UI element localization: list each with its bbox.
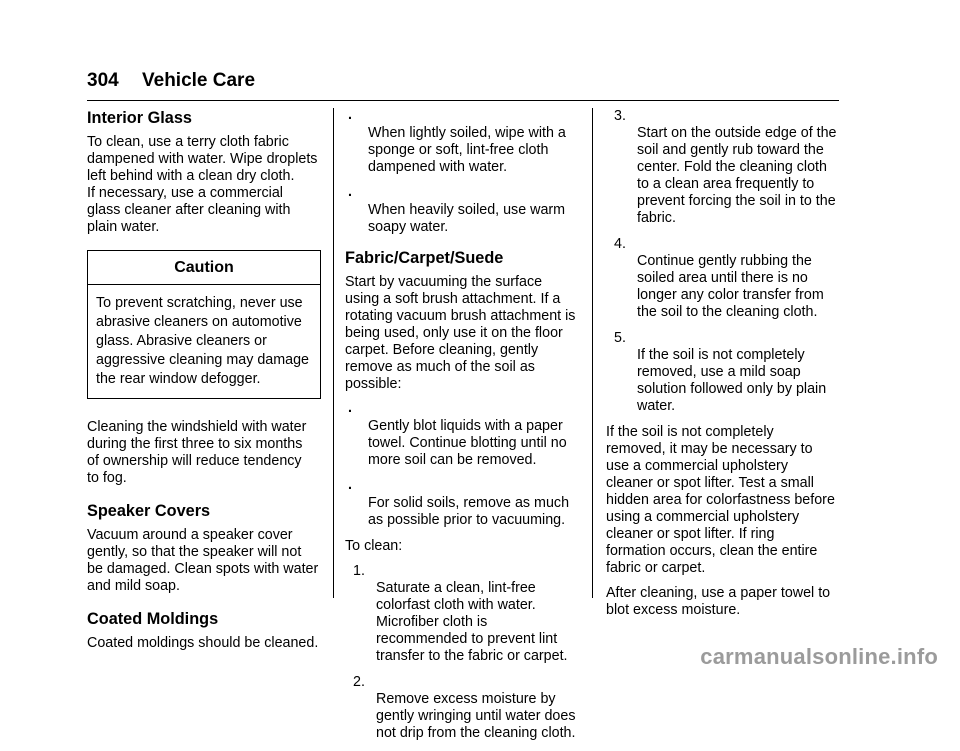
fabric-text: Start by vacuuming the surface using a soft brush attachment. If a rotating vacuum brush attachment is being used, only use it on the floor carpet. Before cleaning, gently remove as much of the soil as possible: [345,274,576,392]
interior-glass-text: To clean, use a terry cloth fabric dampened with water. Wipe droplets left behind with a clean dry cloth. If necessary, use a commercial glass cleaner after cleaning with plain water. [87,134,318,235]
step-text: Saturate a clean, lint-free colorfast cloth with water. Microfiber cloth is recommended to prevent lint transfer to the fabric or carpet. [376,580,568,664]
list-item [345,401,583,469]
step-text: Remove excess moisture by gently wringing until water does not drip from the cleaning cloth. [376,691,576,741]
step-number: 4. [614,236,626,252]
windshield-text: Cleaning the windshield with water during the first three to six months of ownership will reduce tendency to fog. [87,419,307,486]
bullet-icon: . [348,184,352,200]
bullet-text: For solid soils, remove as much as possible prior to vacuuming. [368,495,570,528]
step-text: Start on the outside edge of the soil and gently rub toward the center. Fold the cleaning cloth to a clean area frequently to prevent forcing the soil in to the fabric. [637,125,837,226]
section-title: Vehicle Care [142,70,256,91]
heading-speaker-covers: Speaker Covers [87,502,211,520]
step-number: 5. [614,330,626,346]
step-number: 2. [353,674,365,690]
list-item [345,185,583,236]
step-item [606,108,842,227]
coated-moldings-text: Coated moldings should be cleaned. [87,635,319,651]
column-3 [606,108,842,627]
bullet-icon: . [348,477,352,493]
caution-box [87,250,321,399]
step-text: Continue gently rubbing the soiled area until there is no longer any color transfer from the soil to the cleaning cloth. [637,253,824,320]
page-header [87,70,839,101]
caution-text: To prevent scratching, never use abrasive cleaners on automotive glass. Abrasive cleaners or aggressive cleaning may damage the rear window defogger. [96,295,309,387]
list-item [345,478,583,529]
step-item [606,236,842,321]
final-text: After cleaning, use a paper towel to blot excess moisture. [606,585,831,618]
step-number: 3. [614,108,626,124]
column-divider-2 [592,108,593,598]
to-clean-text: To clean: [345,538,403,554]
speaker-covers-text: Vacuum around a speaker cover gently, so that the speaker will not be damaged. Clean spots with water and mild soap. [87,527,319,594]
step-item [345,563,583,665]
list-item [345,108,583,176]
caution-title: Caution [88,251,320,285]
bullet-icon: . [348,107,352,123]
step-item [606,330,842,415]
after-steps-text: If the soil is not completely removed, it may be necessary to use a commercial upholstery cleaner or spot lifter. Test a small hidden area for colorfastness before using a commercial upholstery cleaner or spot lifter. If ring formation occurs, clean the entire fabric or carpet. [606,424,835,576]
column-1 [87,108,321,660]
step-text: If the soil is not completely removed, use a mild soap solution followed only by plain water. [637,347,827,414]
column-divider-1 [333,108,334,598]
bullet-icon: . [348,400,352,416]
step-number: 1. [353,563,365,579]
heading-fabric-carpet-suede: Fabric/Carpet/Suede [345,249,504,267]
watermark: carmanualsonline.info [700,644,938,669]
bullet-text: When heavily soiled, use warm soapy water. [368,202,566,235]
bullet-text: When lightly soiled, wipe with a sponge or soft, lint-free cloth dampened with water. [368,125,566,175]
step-item [345,674,583,742]
page-number: 304 [87,70,119,91]
bullet-text: Gently blot liquids with a paper towel. Continue blotting until no more soil can be removed. [368,418,567,468]
heading-coated-moldings: Coated Moldings [87,610,219,628]
heading-interior-glass: Interior Glass [87,109,192,127]
column-2 [345,108,583,751]
